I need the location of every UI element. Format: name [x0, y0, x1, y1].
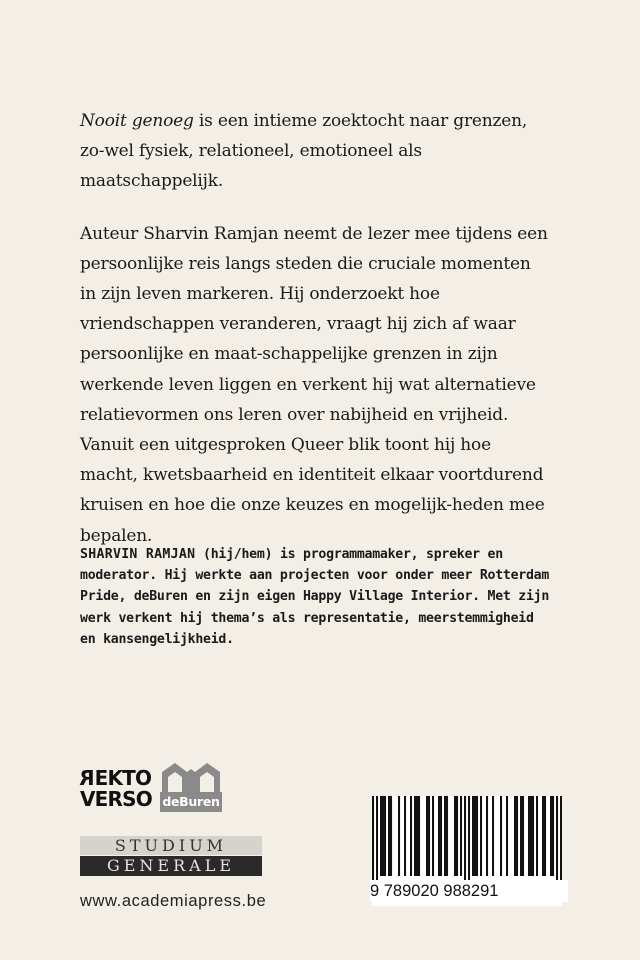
rekto-verso-logo-line-1: [80, 768, 152, 789]
barcode-bar: [404, 796, 406, 876]
barcode-bar: [542, 796, 544, 876]
deburen-logo: [160, 760, 222, 812]
barcode-bar: [544, 796, 546, 876]
barcode-bar: [384, 796, 386, 876]
barcode-bar: [468, 796, 470, 880]
barcode-bar: [516, 796, 518, 876]
barcode-bar: [522, 796, 524, 876]
blurb-paragraph-1: [80, 106, 550, 197]
barcode-bar: [382, 796, 384, 876]
rekto-verso-logo: [80, 768, 152, 810]
author-name: SHARVIN RAMJAN: [80, 547, 196, 562]
barcode-bar: [446, 796, 448, 876]
deburen-logo-label: deBuren: [160, 792, 222, 812]
barcode-bar: [454, 796, 456, 876]
barcode-bars: [372, 796, 562, 880]
barcode-bar: [438, 796, 440, 876]
barcode-bar: [506, 796, 508, 876]
barcode-bar: [556, 796, 558, 880]
barcode-bar: [456, 796, 458, 876]
barcode-bar: [560, 796, 562, 880]
barcode-bar: [464, 796, 466, 880]
barcode-bar: [428, 796, 430, 876]
studium-generale-logo: [80, 836, 262, 876]
barcode-bar: [432, 796, 434, 876]
back-cover-blurb: [80, 106, 550, 573]
studium-generale-logo-top: STUDIUM: [80, 836, 262, 855]
barcode-bar: [372, 796, 374, 880]
barcode-bar: [492, 796, 494, 876]
barcode-bar: [486, 796, 488, 876]
barcode-number: 9 789020 988291: [370, 880, 568, 902]
barcode-bar: [530, 796, 532, 876]
barcode-bar: [388, 796, 390, 876]
barcode-bar: [520, 796, 522, 876]
barcode-bar: [418, 796, 420, 876]
author-bio-text: (hij/hem) is programmamaker, spreker en moderator. Hij werkte aan projecten voor onder meer Rotterdam Pride, deBuren en zijn eigen Happy Village Interior. Met zijn werk verkent hij thema’s als representatie, meerstemmigheid en kansengelijkheid.: [80, 547, 550, 647]
rekto-verso-logo-line-1-rest: EKTO: [94, 766, 152, 790]
book-title: Nooit genoeg: [80, 111, 194, 131]
blurb-paragraph-1-text: is een intieme zoektocht naar grenzen, zo-wel fysiek, relationeel, emotioneel als maatschappelijk.: [80, 111, 528, 192]
barcode-bar: [536, 796, 538, 876]
barcode-bar: [410, 796, 412, 876]
barcode-bar: [376, 796, 378, 880]
barcode-bar: [416, 796, 418, 876]
deburen-houses-icon: [160, 760, 222, 794]
blurb-paragraph-2: Auteur Sharvin Ramjan neemt de lezer mee tijdens een persoonlijke reis langs steden die cruciale momenten in zijn leven markeren. Hij onderzoekt hoe vriendschappen veranderen, vraagt hij zich af waar persoonlijke en maat-schappelijke grenzen in zijn werkende leven liggen en verkent hij wat alternatieve relatievormen ons leren over nabijheid en vrijheid. Vanuit een uitgesproken Queer blik toont hij hoe macht, kwetsbaarheid en identiteit elkaar voortdurend kruisen en hoe die onze keuzes en mogelijk-heden mee bepalen.: [80, 223, 548, 546]
barcode-bar: [532, 796, 534, 876]
barcode-bar: [500, 796, 502, 876]
barcode-bar: [444, 796, 446, 876]
barcode-bar: [398, 796, 400, 876]
barcode-bar: [552, 796, 554, 876]
barcode-bar: [390, 796, 392, 876]
rekto-verso-logo-line-2: VERSO: [80, 787, 152, 811]
barcode-bar: [528, 796, 530, 876]
barcode-bar: [460, 796, 462, 876]
barcode-bar: [474, 796, 476, 876]
barcode-bar: [440, 796, 442, 876]
author-bio: [80, 544, 550, 650]
barcode-bar: [476, 796, 478, 876]
mirrored-r-glyph: R: [80, 766, 95, 790]
barcode-bar: [480, 796, 482, 876]
barcode-bar: [550, 796, 552, 876]
barcode-bar: [414, 796, 416, 876]
publisher-url: www.academiapress.be: [80, 892, 267, 910]
barcode-bar: [472, 796, 474, 876]
barcode-bar: [380, 796, 382, 876]
studium-generale-logo-bottom: GENERALE: [80, 856, 262, 876]
barcode-bar: [514, 796, 516, 876]
barcode-bar: [426, 796, 428, 876]
